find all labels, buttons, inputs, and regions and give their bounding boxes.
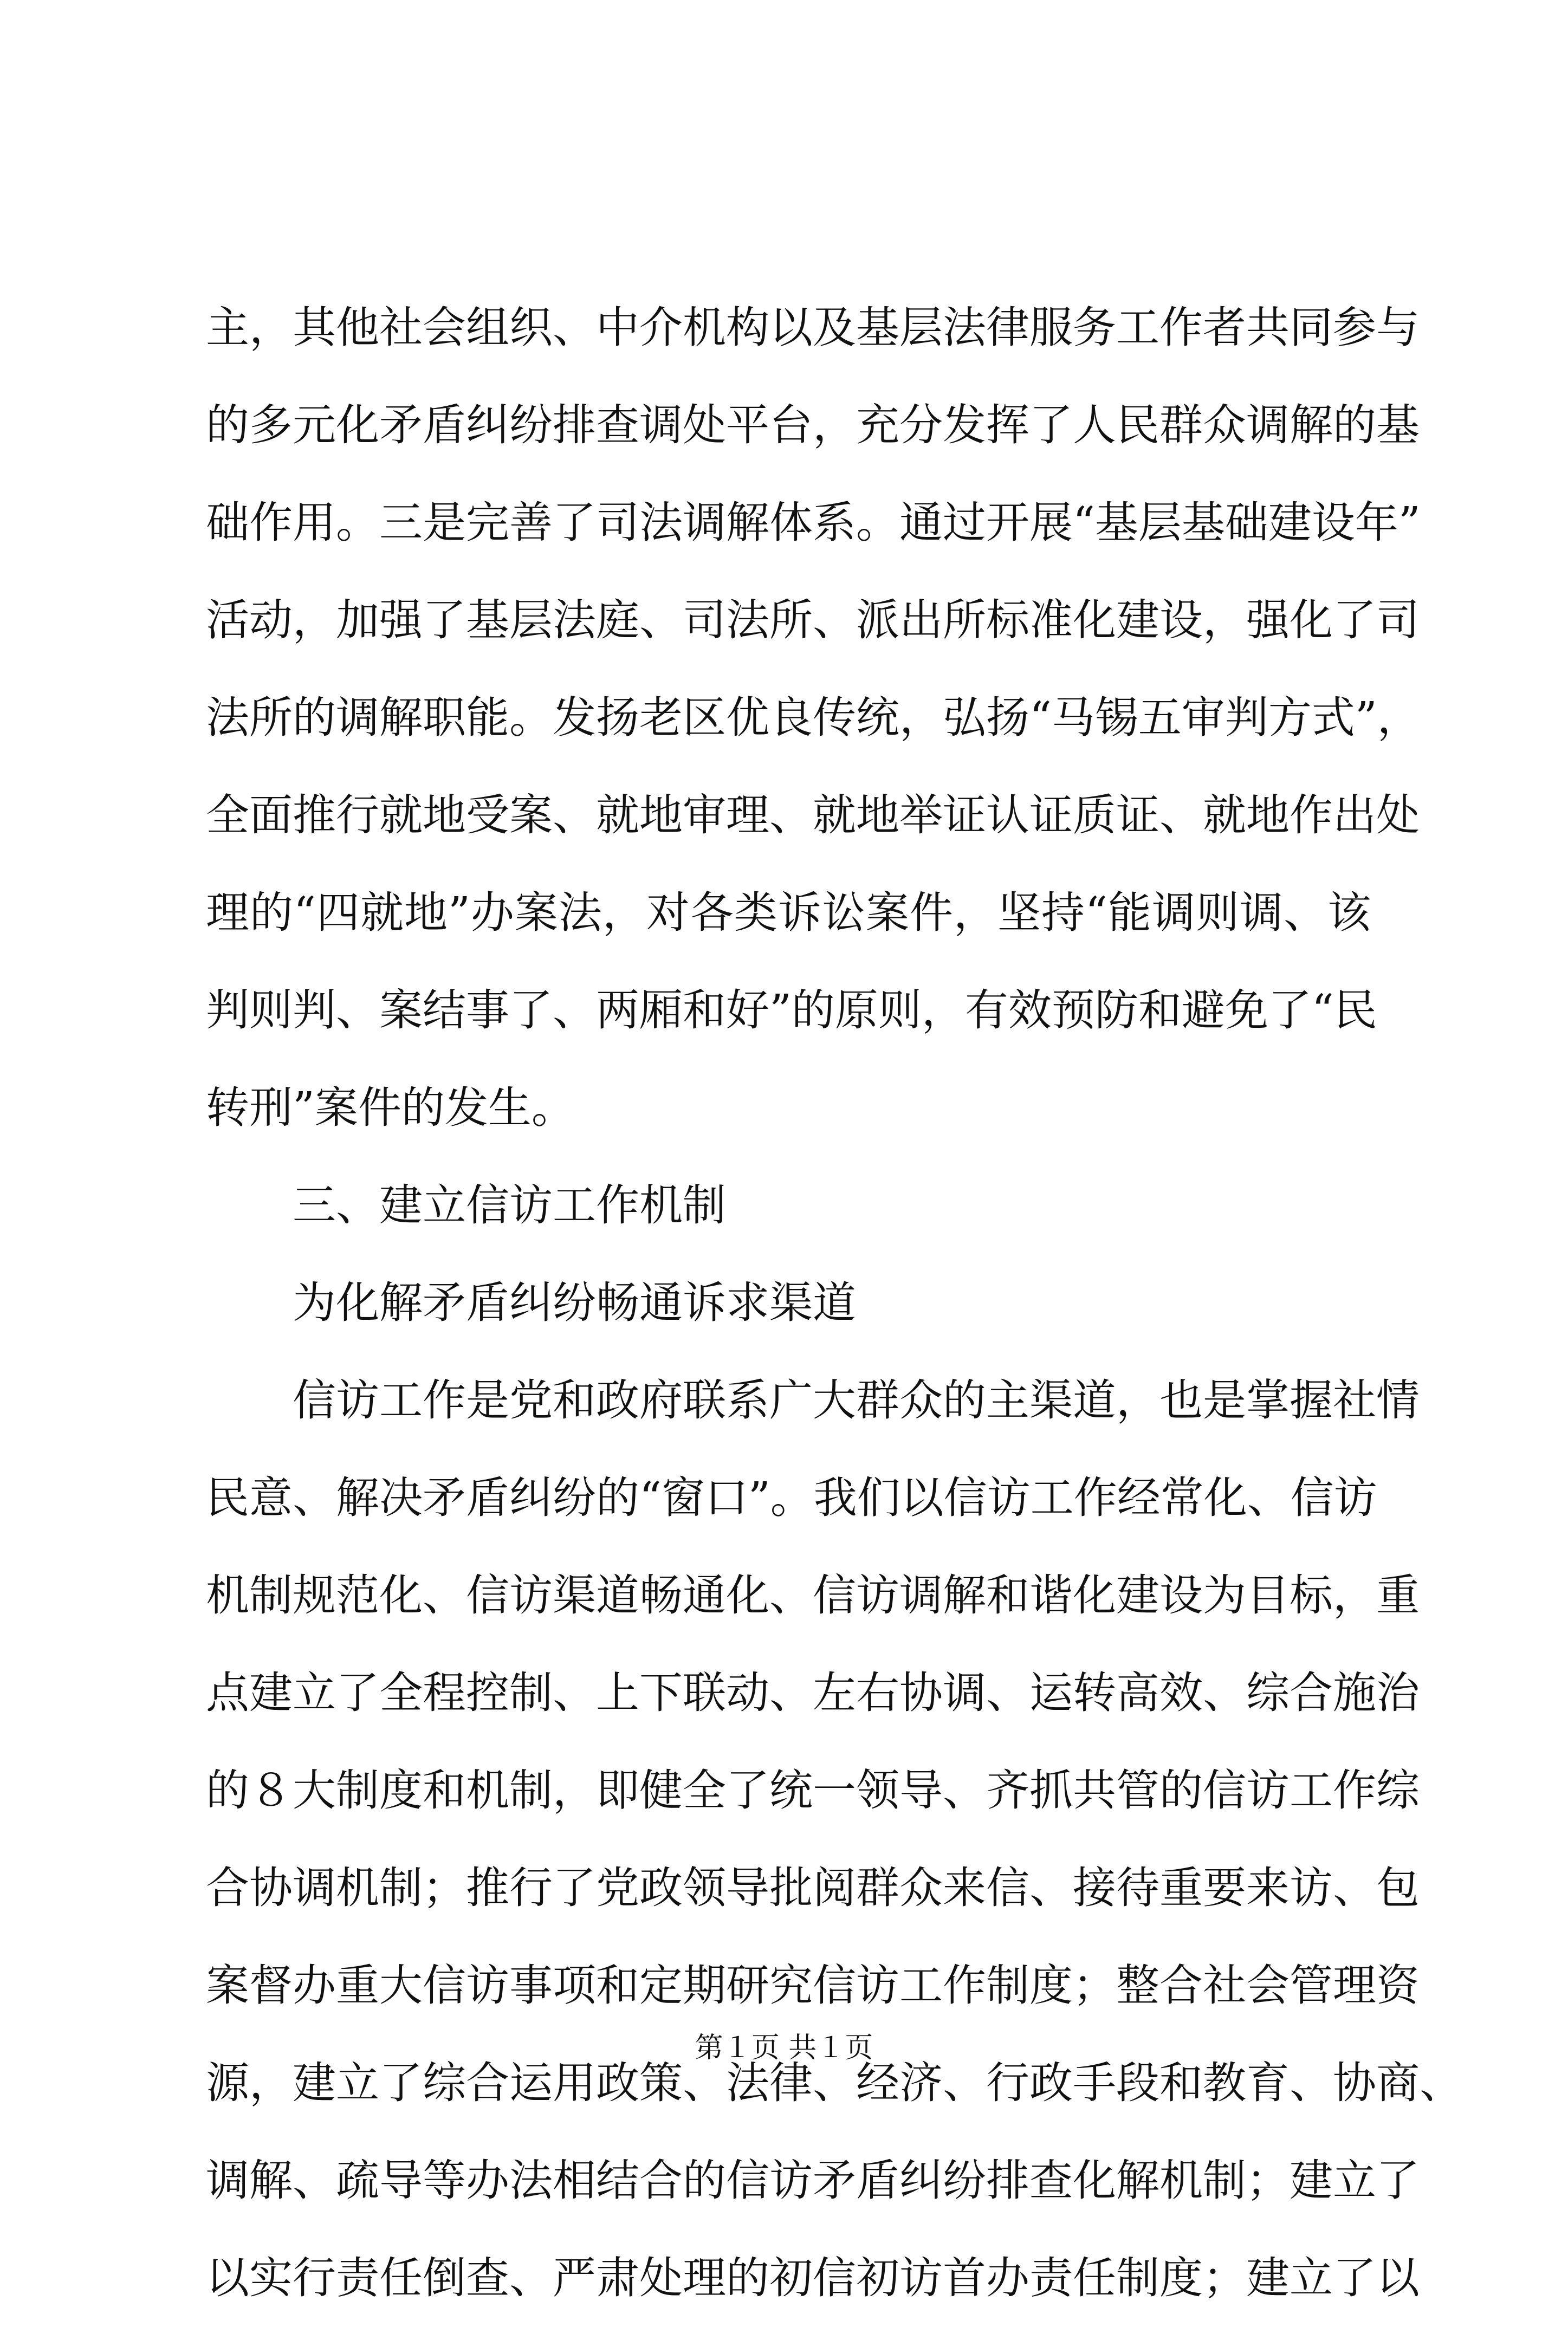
- text-line: 主，其他社会组织、中介机构以及基层法律服务工作者共同参与: [206, 302, 1420, 353]
- document-body: [206, 279, 1463, 2327]
- text-line: 的多元化矛盾纠纷排查调处平台，充分发挥了人民群众调解的基: [206, 400, 1420, 450]
- text-line: 合协调机制；推行了党政领导批阅群众来信、接待重要来访、包: [206, 1863, 1420, 1913]
- text-line: 点建立了全程控制、上下联动、左右协调、运转高效、综合施治: [206, 1668, 1420, 1718]
- page-number-label: 第１页 共１页: [695, 2032, 873, 2064]
- text-line: 机制规范化、信访渠道畅通化、信访调解和谐化建设为目标，重: [206, 1570, 1420, 1621]
- section-heading: 三、建立信访工作机制: [293, 1180, 726, 1230]
- text-line: 的８大制度和机制，即健全了统一领导、齐抓共管的信访工作综: [206, 1765, 1420, 1816]
- text-line: 调解、疏导等办法相结合的信访矛盾纠纷排查化解机制；建立了: [206, 2155, 1420, 2206]
- text-line: 活动，加强了基层法庭、司法所、派出所标准化建设，强化了司: [206, 595, 1420, 645]
- text-line: 以实行责任倒查、严肃处理的初信初访首办责任制度；建立了以: [206, 2253, 1420, 2303]
- text-line: 法所的调解职能。发扬老区优良传统，弘扬“马锡五审判方式”，: [206, 692, 1421, 743]
- text-line: 民意、解决矛盾纠纷的“窗口”。我们以信访工作经常化、信访: [206, 1473, 1377, 1523]
- text-line: 源，建立了综合运用政策、法律、经济、行政手段和教育、协商、: [206, 2058, 1463, 2108]
- text-line: 础作用。三是完善了司法调解体系。通过开展“基层基础建设年”: [206, 497, 1421, 548]
- text-line: 判则判、案结事了、两厢和好”的原则，有效预防和避免了“民: [206, 985, 1377, 1035]
- text-line: 理的“四就地”办案法，对各类诉讼案件，坚持“能调则调、该: [206, 887, 1371, 938]
- text-line: 案督办重大信访事项和定期研究信访工作制度；整合社会管理资: [206, 1960, 1420, 2011]
- section-subheading: 为化解矛盾纠纷畅通诉求渠道: [293, 1278, 856, 1328]
- text-line: 全面推行就地受案、就地审理、就地举证认证质证、就地作出处: [206, 790, 1420, 840]
- page-footer: [0, 2026, 1568, 2070]
- text-line: 转刑”案件的发生。: [206, 1083, 575, 1133]
- text-line: 信访工作是党和政府联系广大群众的主渠道，也是掌握社情: [293, 1375, 1420, 1425]
